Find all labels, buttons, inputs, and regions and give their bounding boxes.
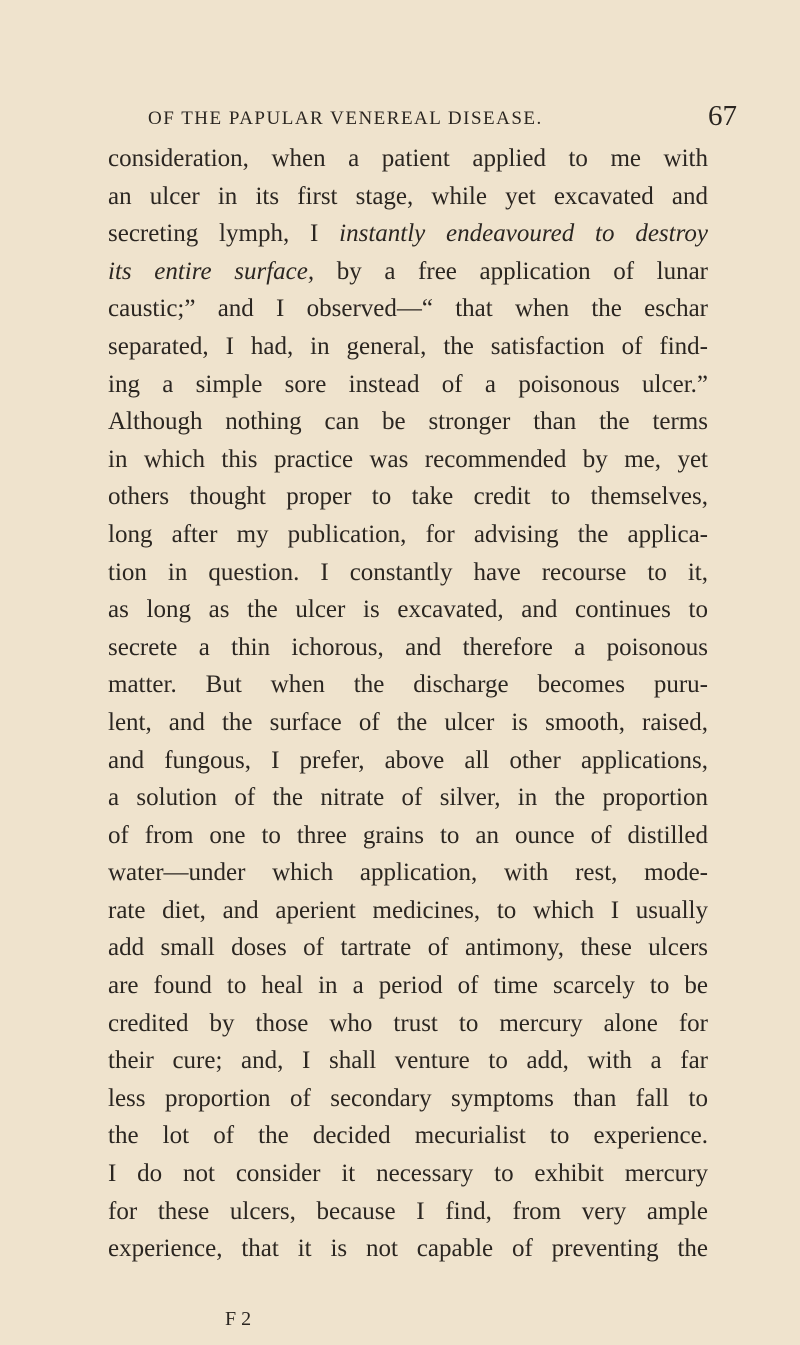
text-line: rate diet, and aperient medicines, to which I usually — [108, 896, 708, 924]
text-line: as long as the ulcer is excavated, and continues to — [108, 596, 708, 624]
text-line: experience, that it is not capable of preventing the — [108, 1235, 708, 1263]
text-line: Although nothing can be stronger than the terms — [108, 408, 708, 436]
text-line: water—under which application, with rest, mode- — [108, 859, 708, 887]
text-line: caustic;” and I observed—“ that when the eschar — [108, 295, 708, 323]
text-line: ing a simple sore instead of a poisonous ulcer.” — [108, 370, 708, 398]
text-line: less proportion of secondary symptoms than fall to — [108, 1084, 708, 1112]
emphasis-text: its entire surface, — [108, 257, 315, 285]
text-line: a solution of the nitrate of silver, in the proportion — [108, 784, 708, 812]
text-line: add small doses of tartrate of antimony, these ulcers — [108, 934, 708, 962]
text-line: tion in question. I constantly have recourse to it, — [108, 558, 708, 586]
text-line: in which this practice was recommended by me, yet — [108, 445, 708, 473]
text-line: the lot of the decided mecurialist to experience. — [108, 1122, 708, 1150]
text-line: and fungous, I prefer, above all other applications, — [108, 746, 708, 774]
text-line: credited by those who trust to mercury alone for — [108, 1009, 708, 1037]
text-line: I do not consider it necessary to exhibit mercury — [108, 1160, 708, 1188]
text-line — [108, 215, 708, 253]
text-line: of from one to three grains to an ounce of distilled — [108, 821, 708, 849]
text-run: secreting lymph, I — [108, 220, 319, 248]
text-line: matter. But when the discharge becomes puru- — [108, 671, 708, 699]
running-head: OF THE PAPULAR VENEREAL DISEASE. — [148, 108, 543, 129]
text-line: separated, I had, in general, the satisfaction of find- — [108, 332, 708, 360]
text-line: an ulcer in its first stage, while yet excavated and — [108, 182, 708, 210]
text-run: by a free application of lunar — [336, 257, 709, 285]
text-line: secrete a thin ichorous, and therefore a poisonous — [108, 633, 708, 661]
text-line — [108, 1268, 708, 1306]
body-text — [108, 140, 708, 1305]
text-line: their cure; and, I shall venture to add, with a far — [108, 1047, 708, 1075]
text-line: lent, and the surface of the ulcer is smooth, raised, — [108, 708, 708, 736]
signature-mark: F 2 — [225, 1308, 252, 1330]
page-number: 67 — [708, 100, 737, 132]
text-line — [108, 253, 708, 291]
text-line: consideration, when a patient applied to me with — [108, 145, 708, 172]
text-line: long after my publication, for advising the applica- — [108, 520, 708, 548]
text-line: for these ulcers, because I find, from very ample — [108, 1197, 708, 1225]
text-line: others thought proper to take credit to themselves, — [108, 483, 708, 511]
emphasis-text: instantly endeavoured to destroy — [339, 220, 708, 248]
text-line: are found to heal in a period of time scarcely to be — [108, 972, 708, 1000]
